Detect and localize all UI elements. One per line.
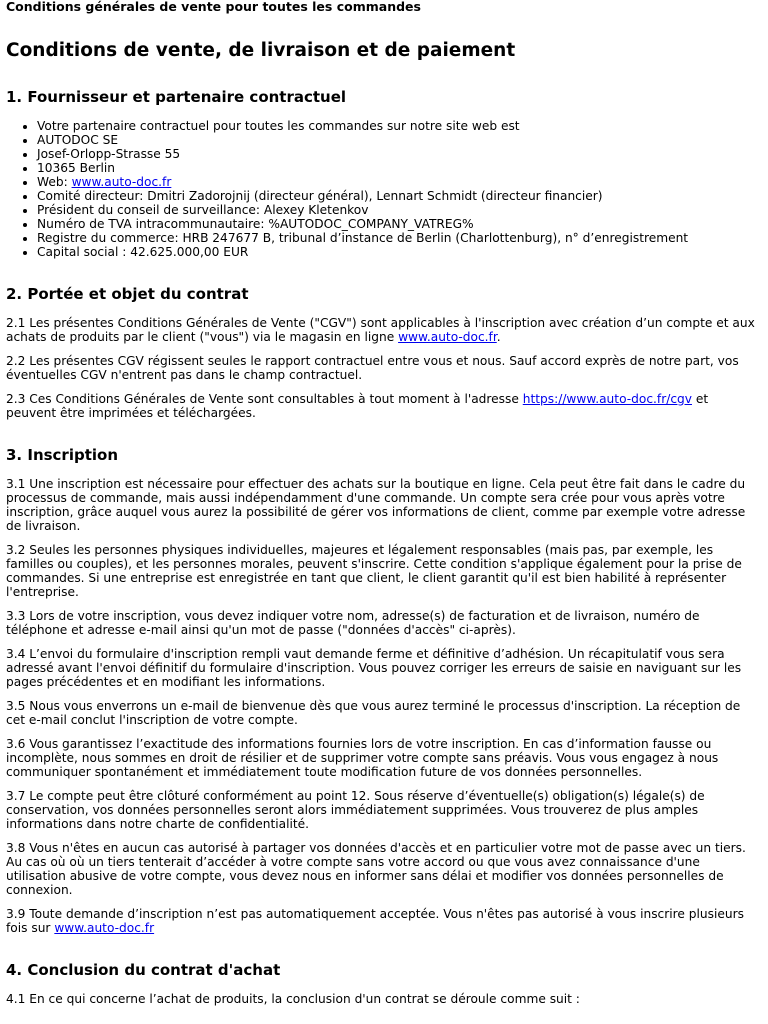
paragraph-3-6: 3.6 Vous garantissez l’exactitude des informations fournies lors de votre inscription. En cas d’information fausse ou incomplète, nous sommes en droit de résilier et de supprimer votre compte sans préavis. Vous vous engagez à nous communiquer spontanément et immédiatement toute modification future de vos données personnelles. xyxy=(6,737,719,779)
paragraph-text: 2.3 Ces Conditions Générales de Vente sont consultables à tout moment à l'adresse xyxy=(6,392,523,406)
paragraph-4-1: 4.1 En ce qui concerne l’achat de produits, la conclusion d'un contrat se déroule comme suit : xyxy=(6,992,580,1006)
list-item: • Votre partenaire contractuel pour toutes les commandes sur notre site web est xyxy=(37,119,761,133)
paragraph-3-9 xyxy=(6,907,761,935)
paragraph-2-3 xyxy=(6,392,761,420)
paragraph-2-2: 2.2 Les présentes CGV régissent seules le rapport contractuel entre vous et nous. Sauf accord exprès de notre part, vos éventuelles CGV n'entrent pas dans le champ contractuel. xyxy=(6,354,739,382)
paragraph-text: 2.1 Les présentes Conditions Générales de Vente ("CGV") sont applicables à l'inscription avec création d’un compte et aux achats de produits par le client ("vous") via le magasin en ligne xyxy=(6,316,755,344)
paragraph-text: et peuvent être imprimées et téléchargées. xyxy=(6,392,709,420)
page-title: Conditions générales de vente pour toutes les commandes xyxy=(6,0,421,14)
paragraph-3-2: 3.2 Seules les personnes physiques individuelles, majeures et légalement responsables (mais pas, par exemple, les familles ou couples), et les personnes morales, peuvent s'inscrire. Cette condition s'applique également pour la prise de commandes. Si une entreprise est enregistrée en tant que client, le client garantit qu'il est bien habilité à représenter l'entreprise. xyxy=(6,543,742,599)
website-link[interactable]: www.auto-doc.fr xyxy=(398,330,497,344)
section-3-heading: 3. Inscription xyxy=(6,446,119,464)
paragraph-text: . xyxy=(496,330,501,344)
paragraph-2-1 xyxy=(6,316,761,344)
paragraph-text: 3.9 Toute demande d’inscription n’est pas automatiquement acceptée. Vous n'êtes pas autorisé à vous inscrire plusieurs fois sur xyxy=(6,907,744,935)
supplier-list xyxy=(6,119,761,259)
list-item: • 10365 Berlin xyxy=(37,161,761,175)
paragraph-3-1: 3.1 Une inscription est nécessaire pour effectuer des achats sur la boutique en ligne. Cela peut être fait dans le cadre du processus de commande, mais aussi indépendamment d'une commande. Un compte sera crée pour vous après votre inscription, grâce auquel vous aurez la possibilité de gérer vos informations de client, comme par exemple votre adresse de livraison. xyxy=(6,477,746,533)
web-label: Web: xyxy=(37,175,72,189)
list-item-web xyxy=(37,175,761,189)
document-title: Conditions de vente, de livraison et de paiement xyxy=(6,40,516,61)
cgv-link[interactable]: https://www.auto-doc.fr/cgv xyxy=(522,392,692,406)
paragraph-3-4: 3.4 L’envoi du formulaire d'inscription rempli vaut demande ferme et définitive d’adhésion. Un récapitulatif vous sera adressé avant l'envoi définitif du formulaire d'inscription. Vous pouvez corriger les erreurs de saisie en naviguant sur les pages précédentes et en modifiant les informations. xyxy=(6,647,742,689)
section-2-heading: 2. Portée et objet du contrat xyxy=(6,285,249,303)
list-item: • Capital social : 42.625.000,00 EUR xyxy=(37,245,761,259)
section-4-heading: 4. Conclusion du contrat d'achat xyxy=(6,961,281,979)
list-item: • Président du conseil de surveillance: Alexey Kletenkov xyxy=(37,203,761,217)
paragraph-3-8: 3.8 Vous n'êtes en aucun cas autorisé à partager vos données d'accès et en particulier votre mot de passe avec un tiers. Au cas où où un tiers tenterait d’accéder à votre compte sans votre accord ou que vous avez connaissance d'une utilisation abusive de votre compte, vous devez nous en informer sans délai et modifier vos données personnelles de connexion. xyxy=(6,841,746,897)
website-link[interactable]: www.auto-doc.fr xyxy=(54,921,155,935)
paragraph-3-3: 3.3 Lors de votre inscription, vous devez indiquer votre nom, adresse(s) de facturation et de livraison, numéro de téléphone et adresse e-mail ainsi qu'un mot de passe ("données d'accès" ci-après). xyxy=(6,609,700,637)
paragraph-3-7: 3.7 Le compte peut être clôturé conformément au point 12. Sous réserve d’éventuelle(s) obligation(s) légale(s) de conservation, vos données personnelles seront alors immédiatement supprimées. Vous trouverez de plus amples informations dans notre charte de confidentialité. xyxy=(6,789,705,831)
list-item: • Numéro de TVA intracommunautaire: %AUTODOC_COMPANY_VATREG% xyxy=(37,217,761,231)
section-1-heading: 1. Fournisseur et partenaire contractuel xyxy=(6,88,347,106)
website-link[interactable]: www.auto-doc.fr xyxy=(71,175,172,189)
list-item: • Comité directeur: Dmitri Zadorojnij (directeur général), Lennart Schmidt (directeur financier) xyxy=(37,189,761,203)
list-item: • Josef-Orlopp-Strasse 55 xyxy=(37,147,761,161)
paragraph-3-5: 3.5 Nous vous enverrons un e-mail de bienvenue dès que vous aurez terminé le processus d'inscription. La réception de cet e-mail conclut l'inscription de votre compte. xyxy=(6,699,741,727)
list-item: • AUTODOC SE xyxy=(37,133,761,147)
list-item: • Registre du commerce: HRB 247677 B, tribunal d’instance de Berlin (Charlottenburg), n° d’enregistrement xyxy=(37,231,761,245)
